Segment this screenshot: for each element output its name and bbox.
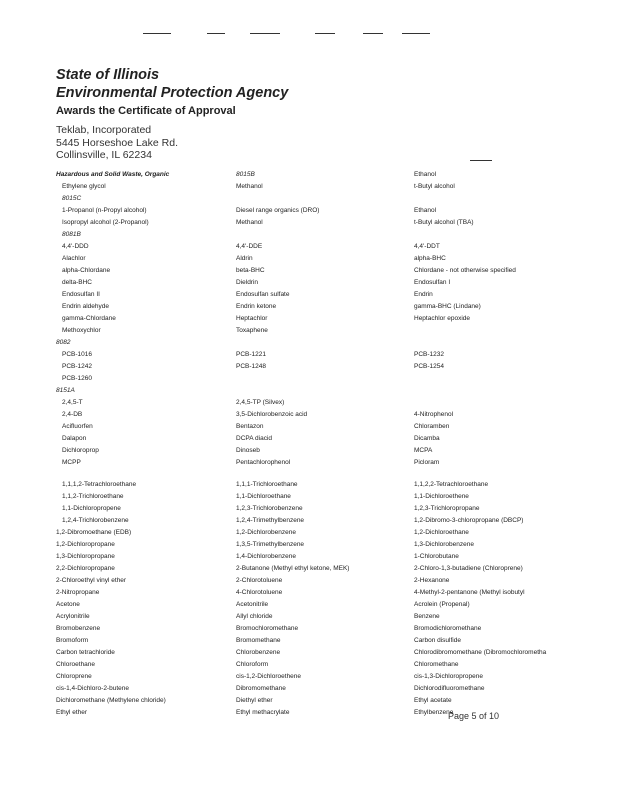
analyte-cell: Dieldrin [236, 279, 259, 286]
header-rule [315, 33, 335, 34]
analyte-cell: Endrin ketone [236, 303, 277, 310]
header-rule [363, 33, 383, 34]
awards-line: Awards the Certificate of Approval [56, 105, 236, 117]
analyte-cell: Methanol [236, 183, 263, 190]
analyte-cell: Chloromethane [414, 661, 459, 668]
header-rule [402, 33, 430, 34]
analyte-cell: 1,2-Dichloropropane [56, 541, 115, 548]
analyte-row [56, 445, 586, 457]
page-number: Page 5 of 10 [448, 711, 500, 721]
analyte-cell: Dichlorodifluoromethane [414, 685, 485, 692]
analyte-cell: PCB-1260 [62, 375, 92, 382]
analyte-cell: 2,4,5-TP (Silvex) [236, 399, 285, 406]
analyte-cell: 1,1,2,2-Tetrachloroethane [414, 481, 489, 488]
analyte-row [56, 337, 586, 349]
header-rule [470, 160, 492, 161]
analyte-cell: t-Butyl alcohol [414, 183, 455, 190]
analyte-cell: Chloroethane [56, 661, 96, 668]
analyte-cell: Bromoform [56, 637, 89, 644]
analyte-cell: 4-Chlorotoluene [236, 589, 283, 596]
analyte-cell: PCB-1016 [62, 351, 92, 358]
header-rule [207, 33, 225, 34]
analyte-cell: PCB-1254 [414, 363, 444, 370]
analyte-cell: gamma-Chlordane [62, 315, 116, 322]
analyte-row [56, 683, 586, 695]
analyte-row [56, 563, 586, 575]
analyte-row [56, 599, 586, 611]
analyte-cell: 1,2,4-Trichlorobenzene [62, 517, 129, 524]
analyte-cell: Endrin [414, 291, 433, 298]
analyte-cell: 8015B [236, 171, 255, 178]
analyte-cell: Dicamba [414, 435, 440, 442]
analyte-cell: Isopropyl alcohol (2-Propanol) [62, 219, 149, 226]
analyte-cell: 1,3,5-Trimethylbenzene [236, 541, 305, 548]
analyte-cell: 1,2,3-Trichloropropane [414, 505, 480, 512]
analyte-row [56, 253, 586, 265]
analyte-cell: Chloroprene [56, 673, 92, 680]
analyte-cell: Ethyl acetate [414, 697, 452, 704]
analyte-cell: 4,4'-DDT [414, 243, 440, 250]
analyte-row [56, 193, 586, 205]
analyte-row [56, 611, 586, 623]
header-rule [250, 33, 280, 34]
analyte-cell: Heptachlor [236, 315, 268, 322]
analyte-cell: Endosulfan II [62, 291, 100, 298]
analyte-cell: 1,2-Dibromoethane (EDB) [56, 529, 132, 536]
analyte-row [56, 659, 586, 671]
analyte-cell: Ethyl ether [56, 709, 88, 716]
analyte-cell: alpha-BHC [414, 255, 446, 262]
analyte-row [56, 457, 586, 469]
analyte-cell: Dalapon [62, 435, 87, 442]
analyte-cell: Aldrin [236, 255, 253, 262]
analyte-cell: Dibromomethane [236, 685, 286, 692]
analyte-cell: cis-1,3-Dichloropropene [414, 673, 484, 680]
analyte-cell: Acrylonitrile [56, 613, 90, 620]
analyte-row [56, 241, 586, 253]
analyte-row [56, 695, 586, 707]
analyte-cell: Carbon tetrachloride [56, 649, 115, 656]
analyte-cell: 1,3-Dichlorobenzene [414, 541, 474, 548]
analyte-cell: delta-BHC [62, 279, 92, 286]
analyte-cell: 2-Hexanone [414, 577, 450, 584]
analyte-cell: DCPA diacid [236, 435, 273, 442]
analyte-cell: Diethyl ether [236, 697, 273, 704]
analyte-cell: cis-1,2-Dichloroethene [236, 673, 302, 680]
analyte-cell: 2-Nitropropane [56, 589, 100, 596]
analyte-cell: Acetonitrile [236, 601, 269, 608]
analyte-cell: 8151A [56, 387, 75, 394]
analyte-row [56, 647, 586, 659]
analyte-row [56, 229, 586, 241]
analyte-cell: MCPA [414, 447, 433, 454]
city-state-zip: Collinsville, IL 62234 [56, 149, 152, 161]
analyte-cell: 2-Chlorotoluene [236, 577, 283, 584]
analyte-cell: PCB-1248 [236, 363, 266, 370]
analyte-row [56, 433, 586, 445]
analyte-cell: Endosulfan I [414, 279, 451, 286]
analyte-row [56, 539, 586, 551]
analyte-cell: Carbon disulfide [414, 637, 461, 644]
analyte-cell: cis-1,4-Dichloro-2-butene [56, 685, 129, 692]
analyte-cell: 2,2-Dichloropropane [56, 565, 115, 572]
analyte-cell: Chlordane - not otherwise specified [414, 267, 516, 274]
analyte-cell: 1,2,3-Trichlorobenzene [236, 505, 303, 512]
analyte-cell: Chloroform [236, 661, 269, 668]
analyte-row [56, 397, 586, 409]
analyte-cell: Bromomethane [236, 637, 281, 644]
analyte-cell: 1,1,2-Trichloroethane [62, 493, 124, 500]
lab-name: Teklab, Incorporated [56, 124, 152, 136]
analyte-cell: Methoxychlor [62, 327, 101, 334]
analyte-row [56, 313, 586, 325]
analyte-cell: 8082 [56, 339, 71, 346]
analyte-row [56, 181, 586, 193]
analyte-cell: Chlorobenzene [236, 649, 281, 656]
analyte-cell: Ethylene glycol [62, 183, 106, 190]
analyte-cell: Bromobenzene [56, 625, 101, 632]
analyte-cell: Acrolein (Propenal) [414, 601, 470, 608]
analyte-cell: Allyl chloride [236, 613, 273, 620]
analyte-cell: t-Butyl alcohol (TBA) [414, 219, 474, 226]
analyte-cell: Endrin aldehyde [62, 303, 109, 310]
analyte-cell: 8015C [62, 195, 82, 202]
analyte-row [56, 503, 586, 515]
analyte-row [56, 575, 586, 587]
analyte-row [56, 385, 586, 397]
analyte-cell: 2,4-DB [62, 411, 83, 418]
analyte-row [56, 671, 586, 683]
analyte-cell: Ethyl methacrylate [236, 709, 290, 716]
header-rule [143, 33, 171, 34]
analyte-cell: Picloram [414, 459, 440, 466]
analyte-row [56, 409, 586, 421]
analyte-cell: Dinoseb [236, 447, 260, 454]
analyte-row [56, 361, 586, 373]
analyte-row [56, 205, 586, 217]
analyte-cell: 1,1,1-Trichloroethane [236, 481, 298, 488]
analyte-cell: Bromodichloromethane [414, 625, 482, 632]
analyte-cell: 1,3-Dichloropropane [56, 553, 115, 560]
analyte-cell: 2-Chloroethyl vinyl ether [56, 577, 127, 584]
analyte-cell: Ethanol [414, 207, 437, 214]
analyte-cell: Methanol [236, 219, 263, 226]
analyte-row [56, 277, 586, 289]
analyte-cell: 1,2,4-Trimethylbenzene [236, 517, 305, 524]
analyte-cell: PCB-1232 [414, 351, 444, 358]
analyte-cell: 3,5-Dichlorobenzoic acid [236, 411, 308, 418]
analyte-cell: PCB-1221 [236, 351, 266, 358]
analyte-cell: Toxaphene [236, 327, 268, 334]
analyte-row [56, 421, 586, 433]
analyte-row [56, 491, 586, 503]
state-title: State of Illinois [56, 67, 160, 83]
analyte-cell: Dichloromethane (Methylene chloride) [56, 697, 166, 704]
analyte-cell: Acetone [56, 601, 80, 608]
analyte-cell: Dichloroprop [62, 447, 99, 454]
lab-address [56, 124, 178, 162]
analyte-row [56, 169, 586, 181]
analyte-cell: 1,2-Dichlorobenzene [236, 529, 296, 536]
analyte-cell: 4,4'-DDE [236, 243, 263, 250]
street-address: 5445 Horseshoe Lake Rd. [56, 136, 178, 149]
analyte-cell: Chloramben [414, 423, 450, 430]
certificate-header [56, 66, 288, 118]
analyte-cell: 1-Chlorobutane [414, 553, 459, 560]
analyte-cell: 1,2-Dibromo-3-chloropropane (DBCP) [414, 517, 524, 524]
analyte-cell: Benzene [414, 613, 440, 620]
agency-title: Environmental Protection Agency [56, 85, 289, 101]
analyte-cell: Pentachlorophenol [236, 459, 291, 466]
analyte-cell: Hazardous and Solid Waste, Organic [56, 171, 170, 178]
analyte-cell: 1,2-Dichloroethane [414, 529, 469, 536]
analyte-cell: Ethylbenzene [414, 709, 454, 716]
analyte-cell: beta-BHC [236, 267, 265, 274]
analyte-cell: alpha-Chlordane [62, 267, 111, 274]
analyte-cell: Acifluorfen [62, 423, 93, 430]
analyte-cell: Chlorodibromomethane (Dibromochlorometha [414, 649, 547, 656]
analyte-row [56, 635, 586, 647]
analyte-cell: 1,1-Dichloroethene [414, 493, 469, 500]
analyte-cell: 1,1-Dichloroethane [236, 493, 291, 500]
analyte-cell: 4,4'-DDD [62, 243, 89, 250]
analyte-row [56, 515, 586, 527]
analyte-row [56, 623, 586, 635]
analyte-row [56, 587, 586, 599]
analyte-cell: 2,4,5-T [62, 399, 83, 406]
analyte-cell: 2-Butanone (Methyl ethyl ketone, MEK) [236, 565, 350, 572]
analyte-cell: 4-Methyl-2-pentanone (Methyl isobutyl [414, 589, 525, 596]
analyte-cell: MCPP [62, 459, 81, 466]
analyte-cell: Diesel range organics (DRO) [236, 207, 320, 214]
analyte-cell: 1,4-Dichlorobenzene [236, 553, 296, 560]
analyte-cell: PCB-1242 [62, 363, 92, 370]
analyte-cell: gamma-BHC (Lindane) [414, 303, 481, 310]
analyte-cell: 4-Nitrophenol [414, 411, 454, 418]
analyte-row [56, 707, 586, 719]
analyte-cell: Bentazon [236, 423, 264, 430]
analyte-cell: Heptachlor epoxide [414, 315, 471, 322]
analyte-cell: 1,1,1,2-Tetrachloroethane [62, 481, 137, 488]
analyte-cell: 1,1-Dichloropropene [62, 505, 121, 512]
analyte-cell: Bromochloromethane [236, 625, 299, 632]
analyte-cell: Alachlor [62, 255, 86, 262]
analyte-row [56, 265, 586, 277]
section-gap [56, 469, 586, 479]
analyte-row [56, 349, 586, 361]
analyte-cell: 8081B [62, 231, 81, 238]
analyte-cell: Ethanol [414, 171, 437, 178]
analyte-row [56, 527, 586, 539]
analyte-row [56, 373, 586, 385]
analyte-cell: Endosulfan sulfate [236, 291, 290, 298]
analyte-row [56, 301, 586, 313]
analyte-row [56, 217, 586, 229]
analyte-row [56, 551, 586, 563]
analyte-list [56, 169, 586, 719]
analyte-cell: 1-Propanol (n-Propyl alcohol) [62, 207, 147, 214]
analyte-row [56, 325, 586, 337]
analyte-row [56, 479, 586, 491]
analyte-row [56, 289, 586, 301]
analyte-cell: 2-Chloro-1,3-butadiene (Chloroprene) [414, 565, 523, 572]
